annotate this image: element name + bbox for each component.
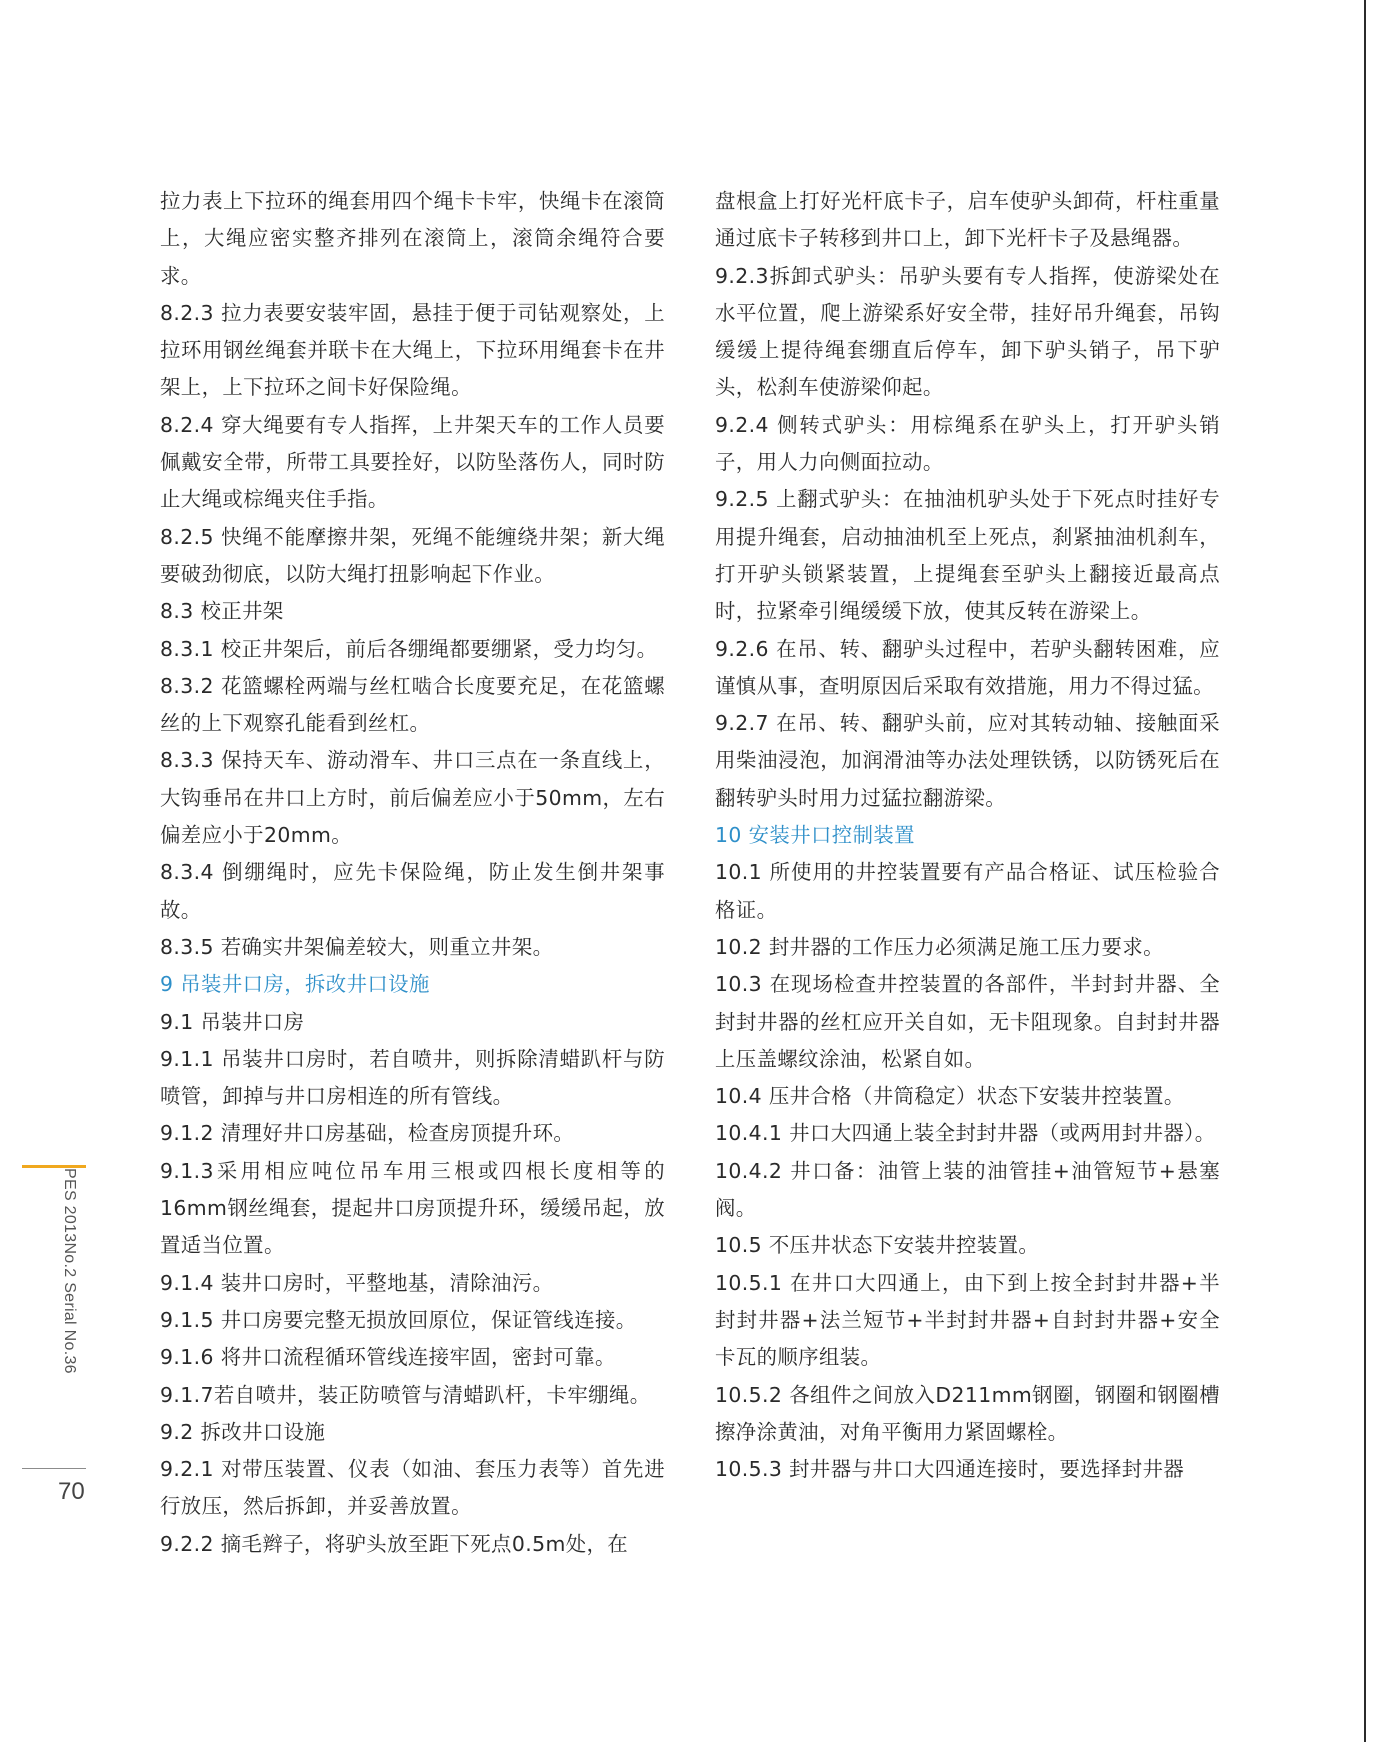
- paragraph: 8.2.3 拉力表要安装牢固，悬挂于便于司钻观察处，上拉环用钢丝绳套并联卡在大绳上，下拉环用绳套卡在井架上，上下拉环之间卡好保险绳。: [160, 300, 665, 400]
- journal-issue-info: PES 2013No.2 Serial No.36: [61, 1168, 78, 1374]
- section-heading: 10 安装井口控制装置: [715, 823, 915, 848]
- paragraph: 9.2.7 在吊、转、翻驴头前，应对其转动轴、接触面采用柴油浸泡，加润滑油等办法处理铁锈，以防锈死后在翻转驴头时用力过猛拉翻游梁。: [715, 711, 1220, 810]
- paragraph: 10.4.1 井口大四通上装全封封井器（或两用封井器）。: [715, 1121, 1216, 1146]
- paragraph: 8.3 校正井架: [160, 599, 284, 624]
- paragraph: 8.3.2 花篮螺栓两端与丝杠啮合长度要充足，在花篮螺丝的上下观察孔能看到丝杠。: [160, 673, 665, 736]
- paragraph: 10.4 压井合格（井筒稳定）状态下安装井控装置。: [715, 1084, 1185, 1109]
- paragraph: 9.2.1 对带压装置、仪表（如油、套压力表等）首先进行放压，然后拆卸，并妥善放置。: [160, 1457, 665, 1519]
- paragraph: 10.4.2 井口备：油管上装的油管挂+油管短节+悬塞阀。: [715, 1158, 1220, 1221]
- paragraph: 9.2.2 摘毛辫子，将驴头放至距下死点0.5m处，在: [160, 1531, 629, 1556]
- paragraph: 9.2.3拆卸式驴头：吊驴头要有专人指挥，使游梁处在水平位置，爬上游梁系好安全带，挂好吊升绳套，吊钩缓缓上提待绳套绷直后停车，卸下驴头销子，吊下驴头，松刹车使游梁仰起。: [715, 263, 1220, 400]
- paragraph: 8.2.4 穿大绳要有专人指挥，上井架天车的工作人员要佩戴安全带，所带工具要拴好，以防坠落伤人，同时防止大绳或棕绳夹住手指。: [160, 412, 665, 512]
- page-edge-line: [1364, 0, 1366, 1742]
- paragraph: 9.1 吊装井口房: [160, 1009, 305, 1034]
- paragraph: 10.2 封井器的工作压力必须满足施工压力要求。: [715, 934, 1164, 959]
- left-text-column: [160, 183, 665, 1563]
- paragraph: 9.1.4 装井口房时，平整地基，清除油污。: [160, 1270, 554, 1295]
- paragraph: 9.2 拆改井口设施: [160, 1419, 326, 1444]
- paragraph: 9.2.4 侧转式驴头：用棕绳系在驴头上，打开驴头销子，用人力向侧面拉动。: [715, 412, 1220, 475]
- right-text-column: [715, 183, 1220, 1488]
- page-number: 70: [58, 1478, 85, 1505]
- paragraph: 9.1.2 清理好井口房基础，检查房顶提升环。: [160, 1121, 575, 1146]
- paragraph: 9.1.1 吊装井口房时，若自喷井，则拆除清蜡趴杆与防喷管，卸掉与井口房相连的所有管线。: [160, 1046, 665, 1109]
- paragraph: 8.3.4 倒绷绳时，应先卡保险绳，防止发生倒井架事故。: [160, 860, 665, 922]
- paragraph: 10.5.3 封井器与井口大四通连接时，要选择封井器: [715, 1457, 1185, 1482]
- side-divider: [22, 1468, 86, 1469]
- paragraph: 10.5.2 各组件之间放入D211mm钢圈，钢圈和钢圈槽擦净涂黄油，对角平衡用力紧固螺栓。: [715, 1382, 1220, 1444]
- paragraph: 9.1.7若自喷井，装正防喷管与清蜡趴杆，卡牢绷绳。: [160, 1382, 651, 1407]
- paragraph: 8.3.1 校正井架后，前后各绷绳都要绷紧，受力均匀。: [160, 636, 658, 661]
- paragraph: 盘根盒上打好光杆底卡子，启车使驴头卸荷，杆柱重量通过底卡子转移到井口上，卸下光杆卡子及悬绳器。: [715, 189, 1220, 251]
- paragraph: 9.1.6 将井口流程循环管线连接牢固，密封可靠。: [160, 1345, 616, 1370]
- section-heading: 9 吊装井口房，拆改井口设施: [160, 972, 430, 997]
- paragraph: 9.1.5 井口房要完整无损放回原位，保证管线连接。: [160, 1307, 637, 1332]
- paragraph: 9.1.3采用相应吨位吊车用三根或四根长度相等的16mm钢丝绳套，提起井口房顶提升环，缓缓吊起，放置适当位置。: [160, 1158, 665, 1258]
- paragraph: 10.1 所使用的井控装置要有产品合格证、试压检验合格证。: [715, 860, 1220, 922]
- paragraph: 10.3 在现场检查井控装置的各部件，半封封井器、全封封井器的丝杠应开关自如，无卡阻现象。自封封井器上压盖螺纹涂油，松紧自如。: [715, 972, 1220, 1071]
- paragraph: 10.5.1 在井口大四通上，由下到上按全封封井器+半封封井器+法兰短节+半封封井器+自封封井器+安全卡瓦的顺序组装。: [715, 1270, 1220, 1370]
- paragraph: 8.2.5 快绳不能摩擦井架，死绳不能缠绕井架；新大绳要破劲彻底，以防大绳打扭影响起下作业。: [160, 524, 665, 586]
- paragraph: 9.2.5 上翻式驴头：在抽油机驴头处于下死点时挂好专用提升绳套，启动抽油机至上死点，刹紧抽油机刹车，打开驴头锁紧装置，上提绳套至驴头上翻接近最高点时，拉紧牵引绳缓缓下放，使其反转在游梁上。: [715, 487, 1220, 624]
- paragraph: 8.3.5 若确实井架偏差较大，则重立井架。: [160, 934, 554, 959]
- paragraph: 9.2.6 在吊、转、翻驴头过程中，若驴头翻转困难，应谨慎从事，查明原因后采取有效措施，用力不得过猛。: [715, 636, 1220, 698]
- paragraph: 10.5 不压井状态下安装井控装置。: [715, 1233, 1040, 1258]
- paragraph: 拉力表上下拉环的绳套用四个绳卡卡牢，快绳卡在滚筒上，大绳应密实整齐排列在滚筒上，滚筒余绳符合要求。: [160, 189, 665, 288]
- paragraph: 8.3.3 保持天车、游动滑车、井口三点在一条直线上，大钩垂吊在井口上方时，前后偏差应小于50mm，左右偏差应小于20mm。: [160, 748, 665, 848]
